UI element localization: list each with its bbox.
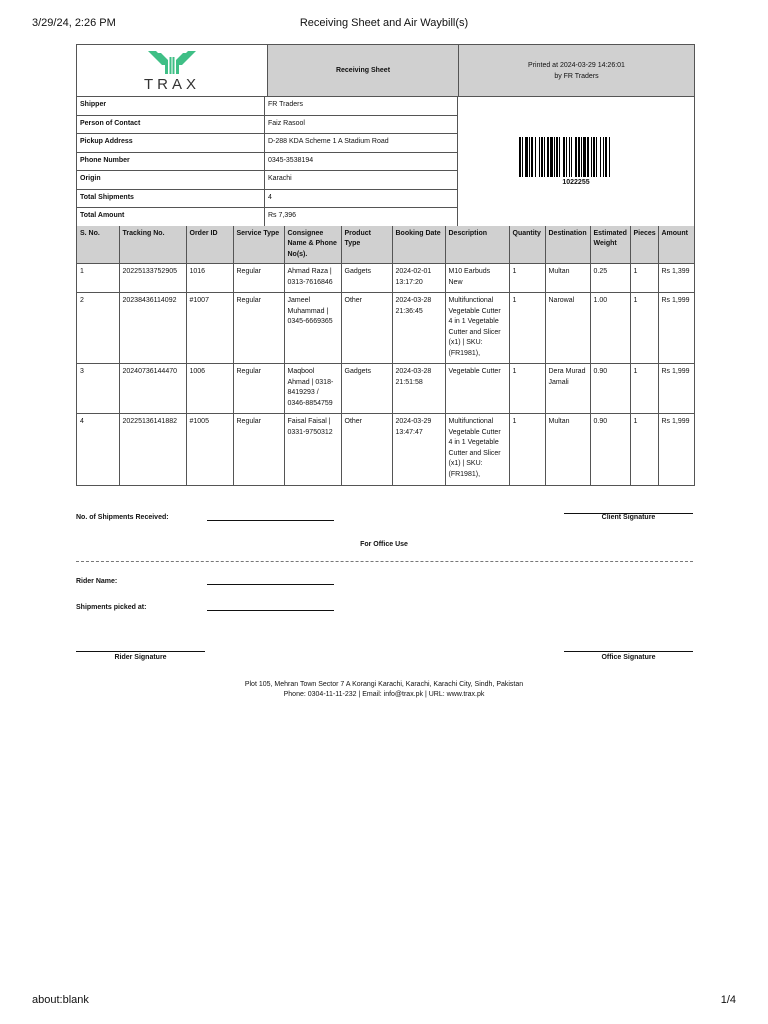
table-cell: 1016 bbox=[186, 264, 233, 293]
table-cell: Regular bbox=[233, 364, 284, 414]
table-cell: 1 bbox=[509, 364, 545, 414]
table-cell: 3 bbox=[77, 364, 119, 414]
rider-name-label: Rider Name: bbox=[76, 578, 118, 585]
barcode-bar bbox=[587, 137, 589, 177]
trax-logo bbox=[77, 45, 268, 96]
table-cell: Dera Murad Jamali bbox=[545, 364, 590, 414]
barcode-bar bbox=[547, 137, 549, 177]
table-cell: 2024-03-29 13:47:47 bbox=[392, 414, 445, 485]
office-use-divider bbox=[76, 561, 693, 562]
table-cell: Regular bbox=[233, 414, 284, 485]
barcode-bar bbox=[554, 137, 555, 177]
table-cell: Maqbool Ahmad | 0318-8419293 / 0346-8854759 bbox=[284, 364, 341, 414]
print-date: 3/29/24, 2:26 PM bbox=[32, 17, 116, 29]
info-label: Origin bbox=[77, 171, 265, 189]
info-row bbox=[77, 134, 457, 153]
barcode bbox=[517, 137, 635, 177]
rider-signature-label: Rider Signature bbox=[114, 654, 167, 661]
column-header: Quantity bbox=[509, 226, 545, 264]
column-header: Estimated Weight bbox=[590, 226, 630, 264]
barcode-bar bbox=[556, 137, 558, 177]
barcode-bar bbox=[605, 137, 607, 177]
column-header: Consignee Name & Phone No(s). bbox=[284, 226, 341, 264]
column-header: Destination bbox=[545, 226, 590, 264]
table-cell: 1 bbox=[509, 293, 545, 364]
info-label: Person of Contact bbox=[77, 116, 265, 134]
trax-logo-icon bbox=[146, 49, 198, 75]
table-cell: 1.00 bbox=[590, 293, 630, 364]
table-cell: 1 bbox=[509, 414, 545, 485]
table-cell: Ahmad Raza | 0313-7616846 bbox=[284, 264, 341, 293]
barcode-bar bbox=[519, 137, 521, 177]
barcode-bar bbox=[525, 137, 528, 177]
table-cell: 1 bbox=[77, 264, 119, 293]
info-row bbox=[77, 208, 457, 226]
receiving-sheet bbox=[76, 44, 695, 486]
barcode-bar bbox=[581, 137, 582, 177]
info-label: Pickup Address bbox=[77, 134, 265, 152]
barcode-bar bbox=[591, 137, 592, 177]
table-cell: 2024-03-28 21:51:58 bbox=[392, 364, 445, 414]
table-cell: 202384361140​92 bbox=[119, 293, 186, 364]
table-cell: 202407361444​70 bbox=[119, 364, 186, 414]
table-cell: #1005 bbox=[186, 414, 233, 485]
table-cell: 1006 bbox=[186, 364, 233, 414]
barcode-bar bbox=[550, 137, 553, 177]
column-header: Booking Date bbox=[392, 226, 445, 264]
info-value: 0345-3538194 bbox=[268, 156, 314, 164]
barcode-bar bbox=[522, 137, 523, 177]
table-cell: Rs 1,999 bbox=[658, 364, 694, 414]
table-cell: 2 bbox=[77, 293, 119, 364]
info-label: Phone Number bbox=[77, 153, 265, 171]
table-row bbox=[77, 414, 694, 485]
barcode-bar bbox=[559, 137, 560, 177]
column-header: Pieces bbox=[630, 226, 658, 264]
barcode-bar bbox=[535, 137, 536, 177]
table-cell: Gadgets bbox=[341, 264, 392, 293]
barcode-bar bbox=[569, 137, 570, 177]
sheet-header bbox=[77, 45, 694, 97]
table-cell: 0.90 bbox=[590, 414, 630, 485]
office-signature-line bbox=[564, 651, 693, 652]
table-cell: Faisal Faisal | 0331-9750312 bbox=[284, 414, 341, 485]
shipments-received-line bbox=[207, 520, 334, 521]
print-title: Receiving Sheet and Air Waybill(s) bbox=[299, 17, 469, 29]
table-cell: Gadgets bbox=[341, 364, 392, 414]
office-signature-label: Office Signature bbox=[601, 654, 656, 661]
barcode-bar bbox=[563, 137, 565, 177]
column-header: Amount bbox=[658, 226, 694, 264]
shipments-table bbox=[77, 226, 694, 485]
picked-at-label: Shipments picked at: bbox=[76, 604, 147, 611]
table-row bbox=[77, 364, 694, 414]
column-header: Order ID bbox=[186, 226, 233, 264]
info-value: Faiz Rasool bbox=[268, 119, 305, 127]
info-row bbox=[77, 153, 457, 172]
shipments-received-label: No. of Shipments Received: bbox=[76, 514, 169, 521]
sheet-title: Receiving Sheet bbox=[268, 45, 459, 96]
info-value: 4 bbox=[268, 193, 272, 201]
barcode-bar bbox=[583, 137, 586, 177]
rider-signature-line bbox=[76, 651, 205, 652]
info-value: Karachi bbox=[268, 175, 292, 182]
table-cell: Regular bbox=[233, 264, 284, 293]
table-cell: Vegetable Cutter bbox=[445, 364, 509, 414]
column-header: Service Type bbox=[233, 226, 284, 264]
info-row bbox=[77, 171, 457, 190]
table-cell: 202251361418​82 bbox=[119, 414, 186, 485]
table-cell: Multifunctional Vegetable Cutter 4 in 1 Vegetable Cutter and Slicer (x1) | SKU: (FR1981), bbox=[445, 414, 509, 485]
print-page-number: 1/4 bbox=[720, 994, 736, 1006]
shipper-info-table bbox=[77, 97, 458, 226]
table-cell: Multan bbox=[545, 414, 590, 485]
client-signature-label: Client Signature bbox=[601, 514, 656, 521]
table-header-row bbox=[77, 226, 694, 264]
column-header: Product Type bbox=[341, 226, 392, 264]
barcode-bar bbox=[531, 137, 533, 177]
info-label: Total Shipments bbox=[77, 190, 265, 208]
column-header: Tracking No. bbox=[119, 226, 186, 264]
barcode-bar bbox=[578, 137, 580, 177]
table-cell: Regular bbox=[233, 293, 284, 364]
info-row bbox=[77, 116, 457, 135]
table-cell: 1 bbox=[630, 364, 658, 414]
table-cell: 2024-02-01 13:17:20 bbox=[392, 264, 445, 293]
table-cell: 0.90 bbox=[590, 364, 630, 414]
table-cell: #1007 bbox=[186, 293, 233, 364]
print-url: about:blank bbox=[32, 994, 89, 1006]
barcode-bar bbox=[566, 137, 567, 177]
barcode-cell bbox=[458, 97, 694, 226]
barcode-bar bbox=[609, 137, 610, 177]
table-cell: Multan bbox=[545, 264, 590, 293]
barcode-bar bbox=[596, 137, 597, 177]
barcode-bar bbox=[571, 137, 572, 177]
info-row bbox=[77, 190, 457, 209]
barcode-bar bbox=[593, 137, 595, 177]
info-row bbox=[77, 97, 457, 116]
table-cell: Other bbox=[341, 293, 392, 364]
column-header: Description bbox=[445, 226, 509, 264]
info-value: FR Traders bbox=[268, 101, 304, 108]
picked-at-line bbox=[207, 610, 334, 611]
table-cell: Rs 1,999 bbox=[658, 414, 694, 485]
shipper-info-section bbox=[77, 97, 694, 226]
barcode-bar bbox=[544, 137, 545, 177]
info-label: Shipper bbox=[77, 97, 265, 115]
office-use-label: For Office Use bbox=[360, 541, 408, 548]
barcode-bar bbox=[541, 137, 543, 177]
table-cell: 202251337529​05 bbox=[119, 264, 186, 293]
info-value: D-288 KDA Scheme 1 A Stadium Road bbox=[268, 138, 389, 145]
table-cell: Jameel Muhammad | 0345-6669365 bbox=[284, 293, 341, 364]
table-cell: 1 bbox=[509, 264, 545, 293]
barcode-number: 1022255 bbox=[562, 178, 590, 186]
barcode-bar bbox=[600, 137, 601, 177]
table-cell: Other bbox=[341, 414, 392, 485]
printed-by: by FR Traders bbox=[554, 72, 599, 80]
table-row bbox=[77, 264, 694, 293]
table-cell: 0.25 bbox=[590, 264, 630, 293]
table-cell: Rs 1,399 bbox=[658, 264, 694, 293]
info-value: Rs 7,396 bbox=[268, 212, 297, 219]
footer-contact: Phone: 0304-11-11-232 | Email: info@trax.pk | URL: www.trax.pk bbox=[283, 691, 485, 698]
rider-name-line bbox=[207, 584, 334, 585]
table-cell: 1 bbox=[630, 414, 658, 485]
barcode-bar bbox=[603, 137, 604, 177]
table-cell: 1 bbox=[630, 293, 658, 364]
info-label: Total Amount bbox=[77, 208, 265, 226]
table-cell: M10 Earbuds New bbox=[445, 264, 509, 293]
table-cell: 4 bbox=[77, 414, 119, 485]
logo-text: TRAX bbox=[143, 75, 200, 93]
table-cell: Rs 1,999 bbox=[658, 293, 694, 364]
printed-info bbox=[459, 45, 694, 96]
table-cell: Narowal bbox=[545, 293, 590, 364]
table-row bbox=[77, 293, 694, 364]
barcode-bar bbox=[539, 137, 540, 177]
table-cell: Multifunctional Vegetable Cutter 4 in 1 Vegetable Cutter and Slicer (x1) | SKU: (FR1981), bbox=[445, 293, 509, 364]
printed-at: Printed at 2024-03-29 14:26:01 bbox=[528, 61, 625, 69]
table-cell: 2024-03-28 21:36:45 bbox=[392, 293, 445, 364]
table-cell: 1 bbox=[630, 264, 658, 293]
barcode-bar bbox=[575, 137, 577, 177]
footer-address: Plot 105, Mehran Town Sector 7 A Korangi Karachi, Karachi, Karachi City, Sindh, Pakistan bbox=[244, 681, 524, 688]
barcode-bar bbox=[529, 137, 530, 177]
column-header: S. No. bbox=[77, 226, 119, 264]
